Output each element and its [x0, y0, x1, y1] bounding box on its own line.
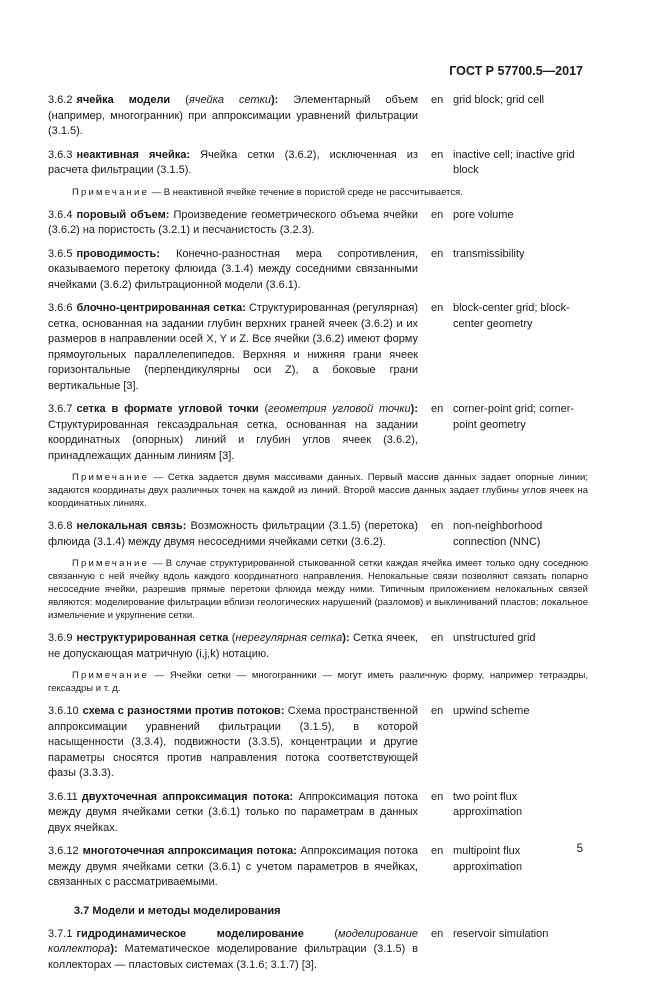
term-number: 3.6.6 — [48, 302, 73, 314]
english-equivalent: upwind scheme — [453, 705, 530, 717]
entry-group — [48, 519, 588, 550]
term-definition — [48, 301, 418, 394]
term-definition — [48, 844, 418, 891]
term-entry — [48, 301, 588, 394]
term-synonym: моделирование коллектора — [48, 927, 418, 955]
language-code: en — [431, 302, 444, 314]
term-definition — [48, 402, 418, 464]
term-name: двухточечная аппроксимация потока: — [81, 790, 294, 803]
term-name: многоточечная аппроксимация потока: — [82, 845, 297, 857]
english-equivalent: inactive cell; inactive grid block — [453, 148, 575, 176]
synonym-close: ): — [270, 94, 279, 106]
english-equivalent: transmissibility — [453, 247, 525, 260]
note-text: — Ячейки сетки — многогранники — могут иметь различную форму, например тетраэдры, гексаэдры и т. д. — [48, 670, 588, 694]
note-label: Примечание — [72, 670, 149, 681]
english-equivalent: multipoint flux approximation — [453, 845, 523, 873]
term-entry — [48, 519, 588, 550]
synonym-open: ( — [303, 927, 339, 940]
term-name: блочно-центрированная сетка: — [76, 302, 246, 314]
language-code: en — [431, 148, 444, 161]
term-number: 3.6.2 — [48, 94, 73, 106]
term-number: 3.6.4 — [48, 208, 73, 221]
note-text: — В неактивной ячейке течение в пористой среде не рассчитывается. — [149, 186, 463, 198]
page-number: 5 — [576, 843, 583, 855]
note — [48, 557, 588, 622]
definition-text: Конечно-разностная мера сопротивления, оказываемого перетоку флюида (3.1.4) между соседними связанными ячейками (3.6.2) фильтрационной модели (3.6.1). — [48, 247, 418, 291]
term-definition — [48, 927, 418, 974]
english-equivalent: unstructured grid — [453, 632, 536, 644]
entry-group — [48, 631, 588, 662]
synonym-open: ( — [258, 403, 269, 415]
term-name: гидродинамическое моделирование — [76, 927, 304, 940]
synonym-close: ): — [110, 943, 118, 955]
language-code: en — [431, 94, 444, 106]
term-number: 3.6.12 — [48, 845, 79, 857]
synonym-close: ): — [342, 632, 350, 644]
term-name: сетка в формате угловой точки — [76, 403, 259, 415]
note-label: Примечание — [72, 472, 149, 483]
definition-text: Аппроксимация потока между двумя ячейками сетки (3.6.1) с учетом параметров в ячейках, связанных с рассматриваемыми. — [48, 845, 418, 888]
term-definition — [48, 208, 418, 239]
term-name: нелокальная связь: — [76, 520, 187, 532]
definition-text: Схема пространственной аппроксимации уравнений фильтрации (3.1.5), в которой насыщенности (3.3.4), подвижности (3.3.5), концентрации и другие параметры сносятся против направления потока соответствующей фазы (3.3.3). — [48, 705, 419, 779]
term-entry — [48, 148, 588, 179]
terms-content — [48, 93, 588, 981]
term-name: неструктурированная сетка — [76, 632, 229, 644]
term-name: схема с разностями против потоков: — [82, 705, 285, 717]
definition-text: Элементарный объем (например, многогранник) при аппроксимации уравнений фильтрации (3.1.5). — [48, 94, 419, 137]
term-entry — [48, 631, 588, 662]
note — [48, 669, 588, 695]
term-synonym: ячейка сетки — [188, 94, 271, 106]
language-code: en — [431, 927, 444, 940]
english-equivalent: non-neighborhood connection (NNC) — [453, 520, 543, 548]
term-definition — [48, 790, 418, 837]
entry-group — [48, 208, 588, 465]
term-entry — [48, 927, 588, 974]
term-name: ячейка модели — [76, 94, 171, 106]
english-equivalent: two point flux approximation — [453, 790, 523, 818]
english-equivalent: grid block; grid cell — [453, 94, 545, 106]
definition-text: Структурированная (регулярная) сетка, основанная на задании глубин верхних граней ячеек (3.6.2) и их размеров в направлении осей X, Y и Z. Все ячейки (3.6.2) имеют форму прямоугольных параллелепипедов. Верхняя и нижняя грани ячеек горизонтальные (перпендикулярны оси Z), а боковые грани вертикальные [3]. — [48, 302, 419, 392]
term-number: 3.6.5 — [48, 247, 73, 260]
definition-text: Ячейка сетки (3.6.2), исключенная из расчета фильтрации (3.1.5). — [48, 148, 418, 176]
definition-text: Структурированная гексаэдральная сетка, основанная на задании координатных (опорных) линий и глубин углов ячеек (3.6.2), принадлежащих данным линиям [3]. — [48, 418, 418, 462]
term-definition — [48, 631, 418, 662]
language-code: en — [431, 208, 444, 221]
term-number: 3.6.11 — [48, 790, 78, 803]
note-text: — В случае структурированной стыкованной сетки каждая ячейка имеет только одну соседнюю связанную с ней ячейку вдоль каждого координатного направления. Нелокальные связи позволяют связать попарно несоседние ячейки, разрешив прямые перетоки флюида между ними. Типичным приложением нелокальных связей являются: моделирование фильтрации вблизи геологических нарушений (разломов) и выклиниваний пластов; локальное измельчение и укрупнение сетки. — [48, 558, 588, 621]
term-number: 3.6.3 — [48, 148, 73, 161]
term-definition — [48, 148, 418, 179]
term-entry — [48, 844, 588, 891]
definition-text: Аппроксимация потока между двумя ячейками сетки (3.6.1) только по параметрам в данных двух ячейках. — [48, 790, 418, 834]
synonym-open: ( — [170, 94, 189, 106]
term-number: 3.6.9 — [48, 632, 73, 644]
language-code: en — [431, 845, 444, 857]
language-code: en — [431, 520, 444, 532]
term-synonym: нерегулярная сетка — [235, 632, 343, 644]
term-entry — [48, 247, 588, 294]
entry-group — [48, 927, 588, 974]
entry-group — [48, 93, 588, 179]
term-entry — [48, 402, 588, 464]
language-code: en — [431, 247, 444, 260]
definition-text: Произведение геометрического объема ячейки (3.6.2) на пористость (3.2.1) и песчанистость (3.2.3). — [48, 208, 419, 236]
term-entry — [48, 790, 588, 837]
term-number: 3.6.10 — [48, 705, 79, 717]
language-code: en — [431, 632, 444, 644]
language-code: en — [431, 705, 444, 717]
term-number: 3.6.8 — [48, 520, 73, 532]
note-text: — Сетка задается двумя массивами данных. Первый массив данных задает опорные линии; задаются координаты двух различных точек на каждой из линий. Второй массив данных задает глубины углов ячеек на координатных линиях. — [48, 472, 588, 509]
term-number: 3.6.7 — [48, 403, 73, 415]
english-equivalent: block-center grid; block-center geometry — [453, 302, 570, 330]
term-definition — [48, 247, 418, 294]
term-entry — [48, 208, 588, 239]
entry-group — [48, 704, 588, 891]
definition-text: Математическое моделирование фильтрации (3.1.5) в коллекторах — пластовых системах (3.1.6; 3.1.7) [3]. — [48, 943, 418, 971]
term-synonym: геометрия угловой точки — [268, 403, 411, 415]
term-entry — [48, 704, 588, 782]
document-header: ГОСТ Р 57700.5—2017 — [449, 64, 583, 78]
note — [48, 186, 588, 199]
note-label: Примечание — [72, 186, 149, 198]
english-equivalent: pore volume — [453, 208, 514, 221]
term-entry — [48, 93, 588, 140]
language-code: en — [431, 790, 444, 803]
term-definition — [48, 93, 418, 140]
english-equivalent: reservoir simulation — [453, 927, 549, 940]
term-name: неактивная ячейка: — [76, 148, 191, 161]
synonym-close: ): — [410, 403, 418, 415]
term-definition — [48, 519, 418, 550]
term-name: проводимость: — [76, 247, 160, 260]
definition-text: Сетка ячеек, не допускающая матричную (i,j,k) нотацию. — [48, 632, 418, 660]
section-title: 3.7 Модели и методы моделирования — [74, 904, 281, 917]
english-equivalent: corner-point grid; corner-point geometry — [453, 403, 575, 431]
term-number: 3.7.1 — [48, 927, 73, 940]
note-label: Примечание — [72, 558, 149, 569]
term-name: поровый объем: — [76, 208, 170, 221]
term-definition — [48, 704, 418, 782]
note — [48, 471, 588, 510]
synonym-open: ( — [228, 632, 236, 644]
definition-text: Возможность фильтрации (3.1.5) (перетока) флюида (3.1.4) между двумя несоседними ячейками сетки (3.6.2). — [48, 520, 419, 548]
language-code: en — [431, 403, 444, 415]
